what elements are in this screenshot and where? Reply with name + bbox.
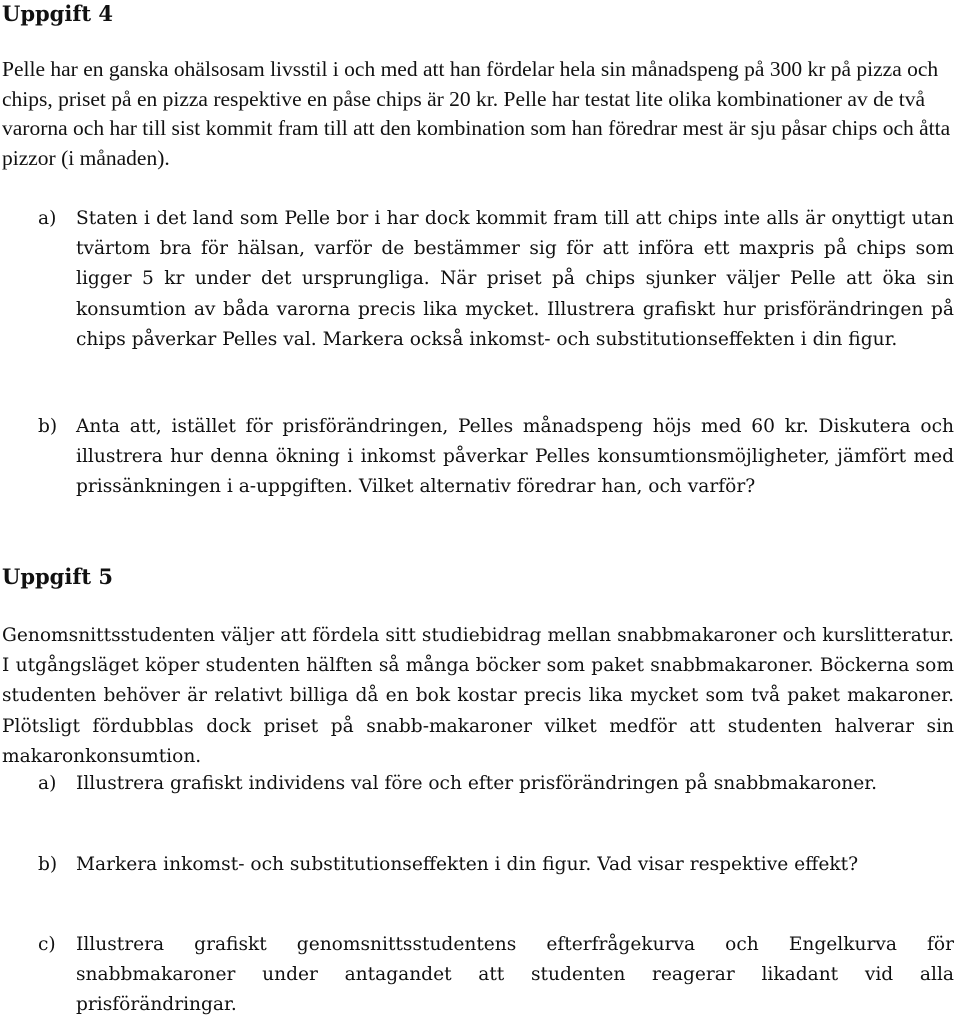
uppgift-5-item-c [38,930,954,1021]
uppgift-4-heading: Uppgift 4 [2,1,113,26]
item-text: Markera inkomst- och substitutionseffekten i din figur. Vad visar respektive effekt? [76,854,859,875]
uppgift-5-item-b [38,850,954,880]
item-marker: c) [38,934,56,955]
item-text: Illustrera grafiskt genomsnittsstudentens efterfrågekurva och Engelkurva för snabbmakaroner under antagandet att studenten reagerar likadant vid alla prisförändringar. [76,934,954,1016]
uppgift-5-item-a [38,769,954,799]
item-marker: b) [38,416,58,437]
uppgift-5-intro: Genomsnittsstudenten väljer att fördela sitt studiebidrag mellan snabbmakaroner och kurslitteratur. I utgångsläget köper studenten hälften så många böcker som paket snabbmakaroner. Böckerna som studenten behöver är relativt billiga då en bok kostar precis lika mycket som två paket makaroner. Plötsligt fördubblas dock priset på snabb-makaroner vilket medför att studenten halverar sin makaronkonsumtion. [2,625,954,767]
item-text: Staten i det land som Pelle bor i har dock kommit fram till att chips inte alls är onyttigt utan tvärtom bra för hälsan, varför de bestämmer sig för att införa ett maxpris på chips som ligger 5 kr under det ursprungliga. När priset på chips sjunker väljer Pelle att öka sin konsumtion av båda varorna precis lika mycket. Illustrera grafiskt hur prisförändringen på chips påverkar Pelles val. Markera också inkomst- och substitutionseffekten i din figur. [76,208,954,350]
uppgift-4-intro: Pelle har en ganska ohälsosam livsstil i och med att han fördelar hela sin månadspeng på 300 kr på pizza och chips, priset på en pizza respektive en påse chips är 20 kr. Pelle har testat lite olika kombinationer av de två varorna och har till sist kommit fram till att den kombination som han föredrar mest är sju påsar chips och åtta pizzor (i månaden). [2,57,951,170]
item-text: Illustrera grafiskt individens val före och efter prisförändringen på snabbmakaroner. [76,773,878,794]
item-text: Anta att, istället för prisförändringen, Pelles månadspeng höjs med 60 kr. Diskutera och illustrera hur denna ökning i inkomst påverkar Pelles konsumtionsmöjligheter, jämfört med prissänkningen i a-uppgiften. Vilket alternativ föredrar han, och varför? [76,416,954,498]
item-marker: b) [38,854,58,875]
uppgift-5-heading: Uppgift 5 [2,564,113,589]
item-marker: a) [38,773,57,794]
uppgift-4-item-b [38,412,954,503]
item-marker: a) [38,208,57,229]
uppgift-4-item-a [38,204,954,355]
